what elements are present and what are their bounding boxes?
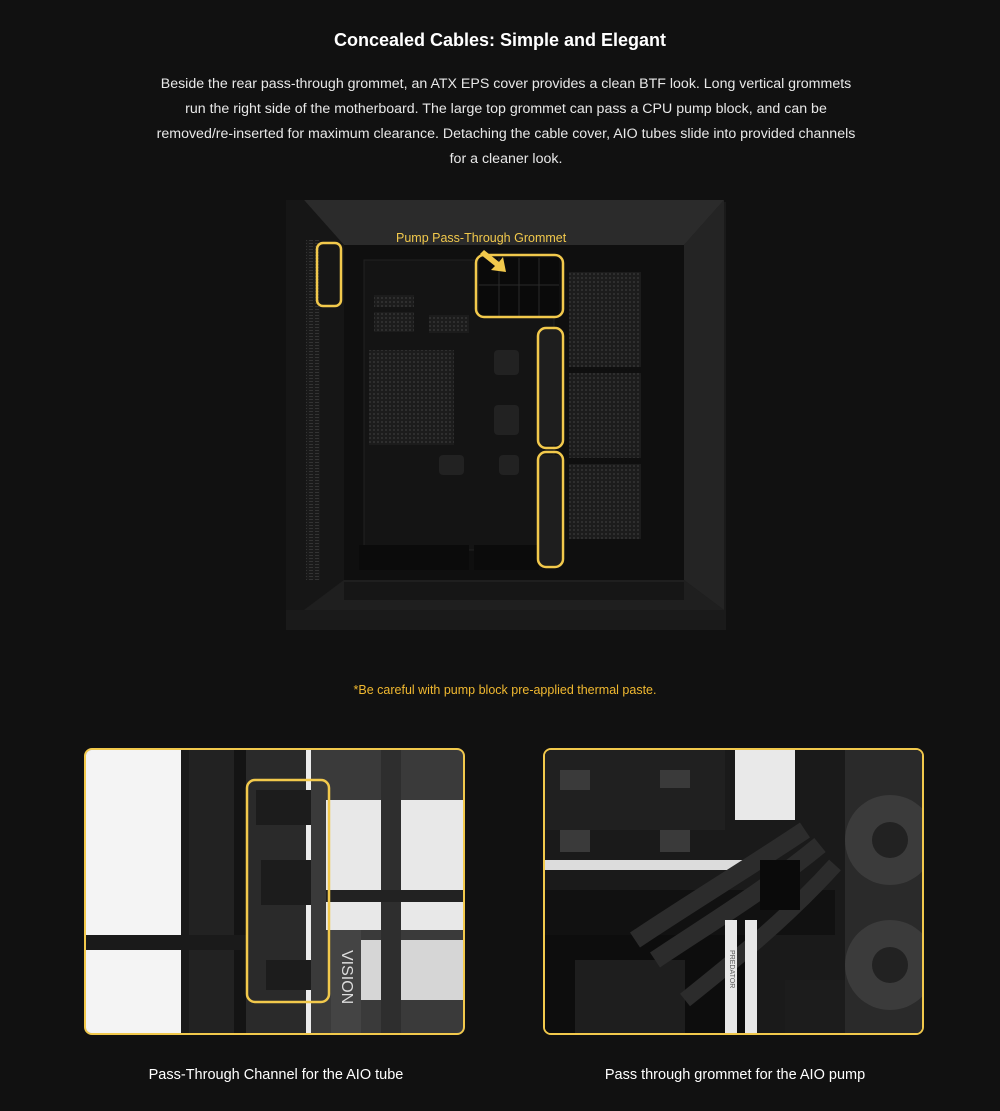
ram-label: PREDATOR [728, 950, 735, 989]
thermal-paste-note: *Be careful with pump block pre-applied thermal paste. [353, 683, 657, 697]
caption-pass-through-channel: Pass-Through Channel for the AIO tube [148, 1067, 404, 1083]
callout-label: Pump Pass-Through Grommet [396, 231, 567, 245]
case-interior-image [284, 200, 728, 640]
aio-pump-grommet-photo [543, 748, 924, 1035]
section-description: Beside the rear pass-through grommet, an ATX EPS cover provides a clean BTF look. Long vertical grommets run the right side of the motherboard. The large top grommet can pass a CPU pump block, and can be removed/re-inserted for maximum clearance. Detaching the cable cover, AIO tubes slide into provided channels for a cleaner look. [156, 76, 856, 167]
section-title: Concealed Cables: Simple and Elegant [333, 30, 667, 50]
vision-logo-text: VISION [338, 950, 355, 1005]
pass-through-channel-photo [84, 748, 465, 1035]
caption-aio-pump-grommet: Pass through grommet for the AIO pump [604, 1067, 866, 1083]
